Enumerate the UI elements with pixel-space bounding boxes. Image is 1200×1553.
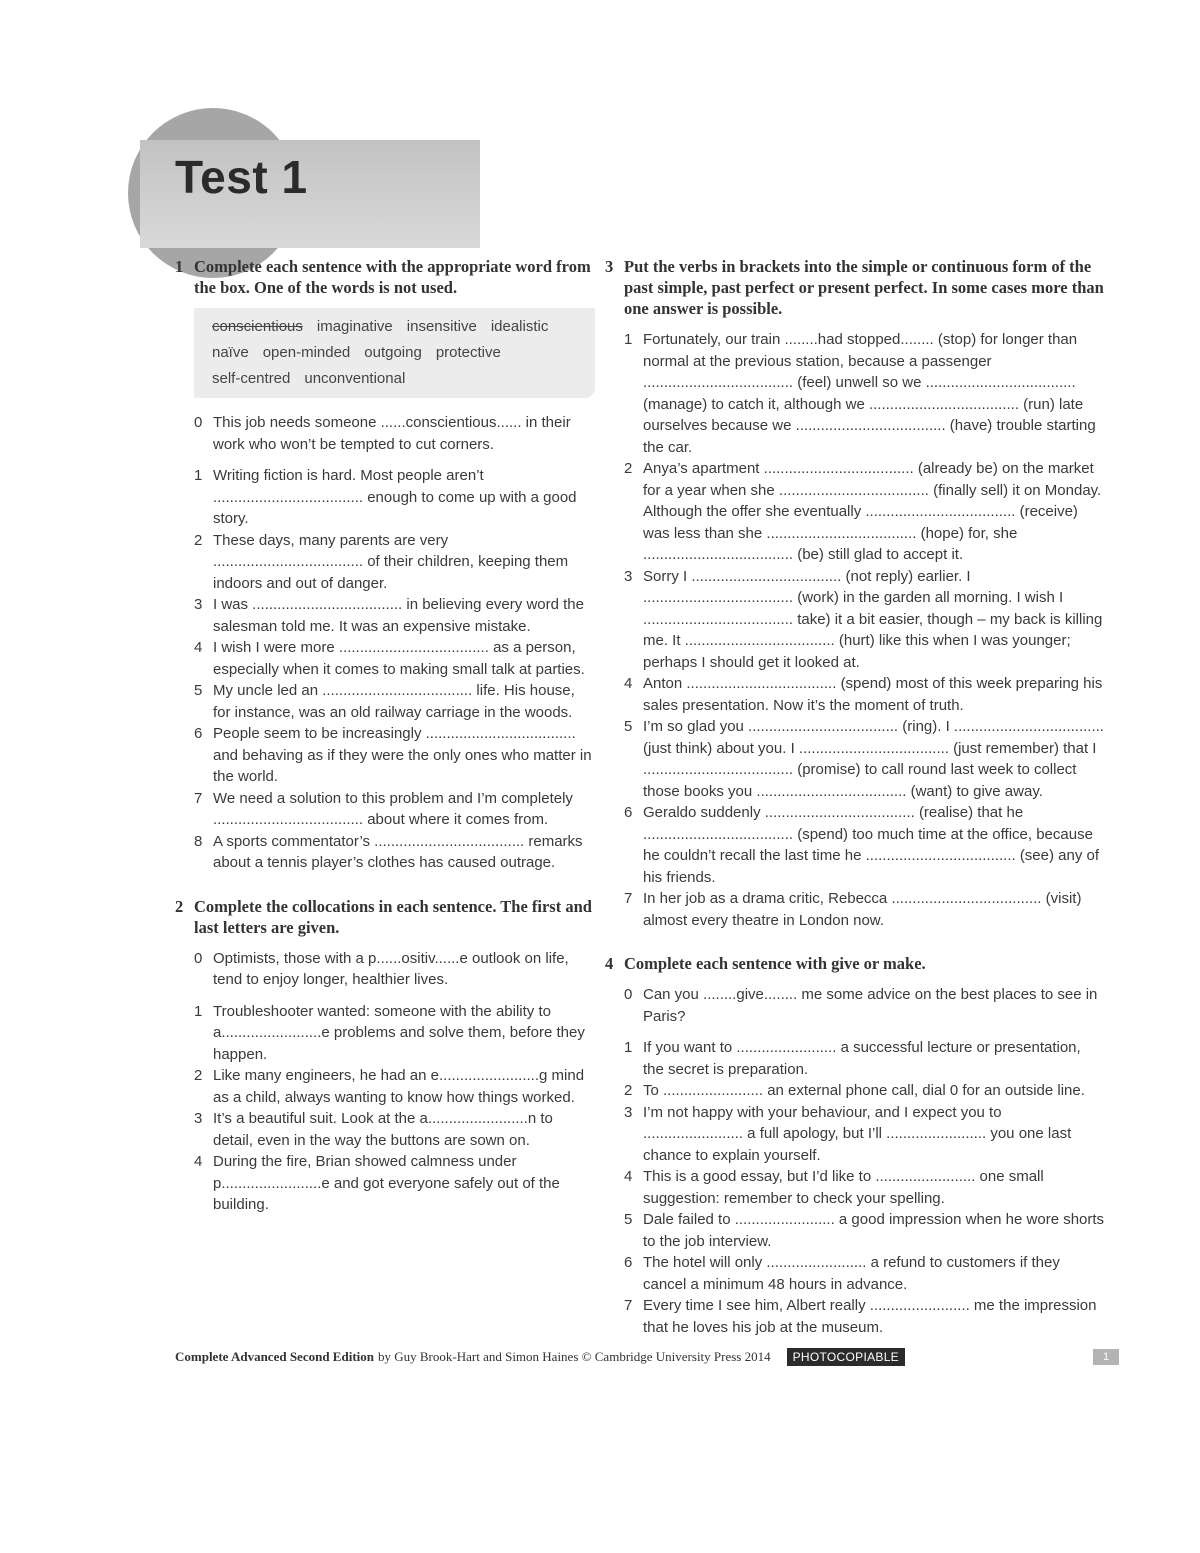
word-box-word: insensitive: [406, 318, 477, 335]
question-item: [194, 465, 595, 530]
item-text: The hotel will only ........................ a refund to customers if they cancel a minimum 48 hours in advance.: [643, 1254, 1060, 1293]
page-number: 1: [1093, 1349, 1119, 1365]
item-number: 3: [624, 1103, 633, 1121]
item-number: 1: [194, 467, 203, 484]
item-number: 7: [194, 789, 203, 807]
item-text: Geraldo suddenly .................................... (realise) that he .................................... (spend) too much time at the office, because he couldn’t recall the last time he .................................... (see) any of his friends.: [643, 804, 1100, 886]
section-instruction: Put the verbs in brackets into the simple or continuous form of the past simple, past perfect or present perfect. In some cases more than one answer is possible.: [624, 257, 1104, 318]
example-item: [624, 984, 1105, 1027]
question-item: [624, 888, 1105, 931]
item-number: 3: [194, 1110, 203, 1127]
left-column: [175, 256, 595, 1236]
item-text: It’s a beautiful suit. Look at the a........................n to detail, even in the way the buttons are sown on.: [213, 1110, 553, 1149]
question-item: [194, 1151, 595, 1216]
question-item: [194, 831, 595, 874]
item-number: 1: [624, 1039, 633, 1056]
item-text: I wish I were more .................................... as a person, especially when it comes to making small talk at parties.: [213, 639, 585, 678]
question-item: [624, 1037, 1105, 1080]
footer-book-title: Complete Advanced Second Edition: [175, 1349, 374, 1364]
question-item: [194, 723, 595, 788]
item-number: 0: [624, 986, 633, 1003]
item-number: 3: [194, 596, 203, 613]
question-item: [194, 680, 595, 723]
item-text: Every time I see him, Albert really ........................ me the impression that he loves his job at the museum.: [643, 1297, 1097, 1336]
item-number: 1: [624, 331, 633, 348]
section-2-heading: [175, 896, 595, 938]
example-item: [194, 412, 595, 455]
item-text: During the fire, Brian showed calmness under p........................e and got everyone safely out of the building.: [213, 1153, 560, 1213]
item-text: Fortunately, our train ........had stopped........ (stop) for longer than normal at the previous station, because a passenger .................................... (feel) unwell so we .................................... (manage) to catch it, although we .................................... (run) late ourselves because we .................................... (have) trouble starting the car.: [643, 331, 1096, 456]
item-number: 8: [194, 832, 203, 850]
page-title: Test 1: [175, 151, 308, 203]
question-item: [624, 1102, 1105, 1167]
section-number: 2: [175, 896, 184, 916]
section-number: 4: [605, 954, 614, 973]
section-number: 1: [175, 257, 184, 276]
item-text: A sports commentator’s .................................... remarks about a tennis player’s clothes has caused outrage.: [213, 832, 583, 871]
item-text: People seem to be increasingly .................................... and behaving as if they were the only ones who matter in the world.: [213, 725, 592, 785]
item-number: 2: [624, 1082, 633, 1099]
word-box-word: protective: [435, 344, 501, 361]
item-number: 6: [624, 804, 633, 821]
item-number: 4: [624, 675, 633, 692]
item-text: Sorry I .................................... (not reply) earlier. I .................................... (work) in the garden all morning. I wish I .................................... take) it a bit easier, though – my back is killing me. It .................................... (hurt) like this when I was younger; perhaps I should get it looked at.: [643, 567, 1103, 671]
item-text: Optimists, those with a p......ositiv......e outlook on life, tend to enjoy longer, healthier lives.: [213, 949, 569, 988]
item-number: 7: [624, 1297, 633, 1314]
word-box-word: outgoing: [364, 344, 422, 361]
item-number: 4: [194, 1153, 203, 1170]
item-text: This is a good essay, but I’d like to ........................ one small suggestion: remember to check your spelling.: [643, 1168, 1044, 1207]
footer-credit: by Guy Brook-Hart and Simon Haines © Cambridge University Press 2014: [378, 1349, 771, 1364]
section-instruction: Complete each sentence with the appropriate word from the box. One of the words is not used.: [194, 257, 591, 297]
section-instruction: Complete the collocations in each sentence. The first and last letters are given.: [194, 896, 592, 937]
section-number: 3: [605, 257, 614, 276]
section-3: [605, 256, 1105, 931]
question-item: [624, 1295, 1105, 1338]
question-item: [624, 566, 1105, 674]
item-number: 1: [194, 1002, 203, 1020]
item-number: 7: [624, 890, 633, 907]
item-number: 6: [624, 1254, 633, 1271]
word-box-word: unconventional: [304, 370, 406, 387]
question-item: [194, 530, 595, 595]
item-text: If you want to ........................ a successful lecture or presentation, the secret is preparation.: [643, 1039, 1081, 1078]
section-3-items: [605, 329, 1105, 931]
question-item: [194, 637, 595, 680]
example-item: [194, 948, 595, 991]
word-box-word: imaginative: [316, 318, 393, 335]
item-text: Anton .................................... (spend) most of this week preparing his sales presentation. Now it’s the moment of truth.: [643, 675, 1103, 714]
question-item: [194, 1065, 595, 1108]
item-number: 3: [624, 567, 633, 585]
word-box-word: self-centred: [212, 370, 291, 387]
item-text: Writing fiction is hard. Most people aren’t .................................... enough to come up with a good story.: [213, 467, 577, 527]
item-number: 0: [194, 949, 203, 967]
question-item: [194, 594, 595, 637]
footer: [175, 1347, 1120, 1367]
item-text: Troubleshooter wanted: someone with the ability to a........................e problems and solve them, before they happen.: [213, 1002, 585, 1063]
item-text: Dale failed to ........................ a good impression when he wore shorts to the job interview.: [643, 1211, 1105, 1250]
item-text: Can you ........give........ me some advice on the best places to see in Paris?: [643, 986, 1098, 1025]
item-number: 2: [194, 1067, 203, 1084]
item-text: These days, many parents are very .................................... of their children, keeping them indoors and out of danger.: [213, 531, 569, 592]
item-text: I was .................................... in believing every word the salesman told me. It was an expensive mistake.: [213, 596, 584, 635]
item-text: In her job as a drama critic, Rebecca .................................... (visit) almost every theatre in London now.: [643, 890, 1082, 929]
question-item: [194, 788, 595, 831]
word-box-word: idealistic: [490, 318, 549, 335]
question-item: [194, 1001, 595, 1066]
question-item: [624, 458, 1105, 566]
question-item: [624, 1252, 1105, 1295]
item-number: 4: [194, 639, 203, 656]
item-number: 4: [624, 1168, 633, 1185]
question-item: [624, 716, 1105, 802]
word-box-word: conscientious: [212, 318, 303, 335]
item-text: I’m not happy with your behaviour, and I expect you to ........................ a full apology, but I’ll ........................ you one last chance to explain yourself.: [643, 1103, 1072, 1164]
item-text: This job needs someone ......conscientious...... in their work who won’t be tempted to cut corners.: [213, 414, 571, 453]
section-2: [175, 896, 595, 1216]
question-item: [624, 1080, 1105, 1102]
section-3-heading: [605, 256, 1105, 319]
section-4-heading: [605, 953, 1105, 974]
photocopiable-badge: PHOTOCOPIABLE: [787, 1348, 905, 1366]
item-text: Anya’s apartment .................................... (already be) on the market for a year when she .................................... (finally sell) it on Monday. Although the offer she eventually .................................... (receive) was less than she .................................... (hope) for, she .................................... (be) still glad to accept it.: [643, 460, 1102, 563]
question-item: [624, 673, 1105, 716]
section-4: [605, 953, 1105, 1338]
section-2-items: [175, 948, 595, 1216]
item-number: 6: [194, 725, 203, 742]
section-1: [175, 256, 595, 874]
item-number: 2: [624, 460, 633, 477]
word-box-word: open-minded: [262, 344, 351, 361]
item-number: 2: [194, 531, 203, 549]
question-item: [624, 1209, 1105, 1252]
item-text: My uncle led an .................................... life. His house, for instance, was an old railway carriage in the woods.: [213, 682, 575, 721]
item-text: I’m so glad you .................................... (ring). I .................................... (just think) about you. I .................................... (just remember) that I .................................... (promise) to call round last week to collect those books you .................................... (want) to give away.: [643, 718, 1104, 800]
item-number: 5: [624, 718, 633, 735]
right-column: [605, 256, 1105, 1358]
item-number: 5: [194, 682, 203, 699]
section-4-items: [605, 984, 1105, 1338]
question-item: [624, 1166, 1105, 1209]
section-1-items: [175, 412, 595, 874]
word-box: [194, 308, 595, 398]
question-item: [624, 329, 1105, 458]
question-item: [194, 1108, 595, 1151]
item-number: 5: [624, 1211, 633, 1228]
item-number: 0: [194, 414, 203, 431]
item-text: To ........................ an external phone call, dial 0 for an outside line.: [643, 1082, 1085, 1099]
item-text: We need a solution to this problem and I’m completely .................................... about where it comes from.: [213, 789, 573, 828]
section-instruction: Complete each sentence with give or make.: [624, 954, 926, 973]
question-item: [624, 802, 1105, 888]
word-box-word: naïve: [212, 344, 249, 361]
item-text: Like many engineers, he had an e........................g mind as a child, always wanting to know how things worked.: [213, 1067, 585, 1106]
section-1-heading: [175, 256, 595, 298]
